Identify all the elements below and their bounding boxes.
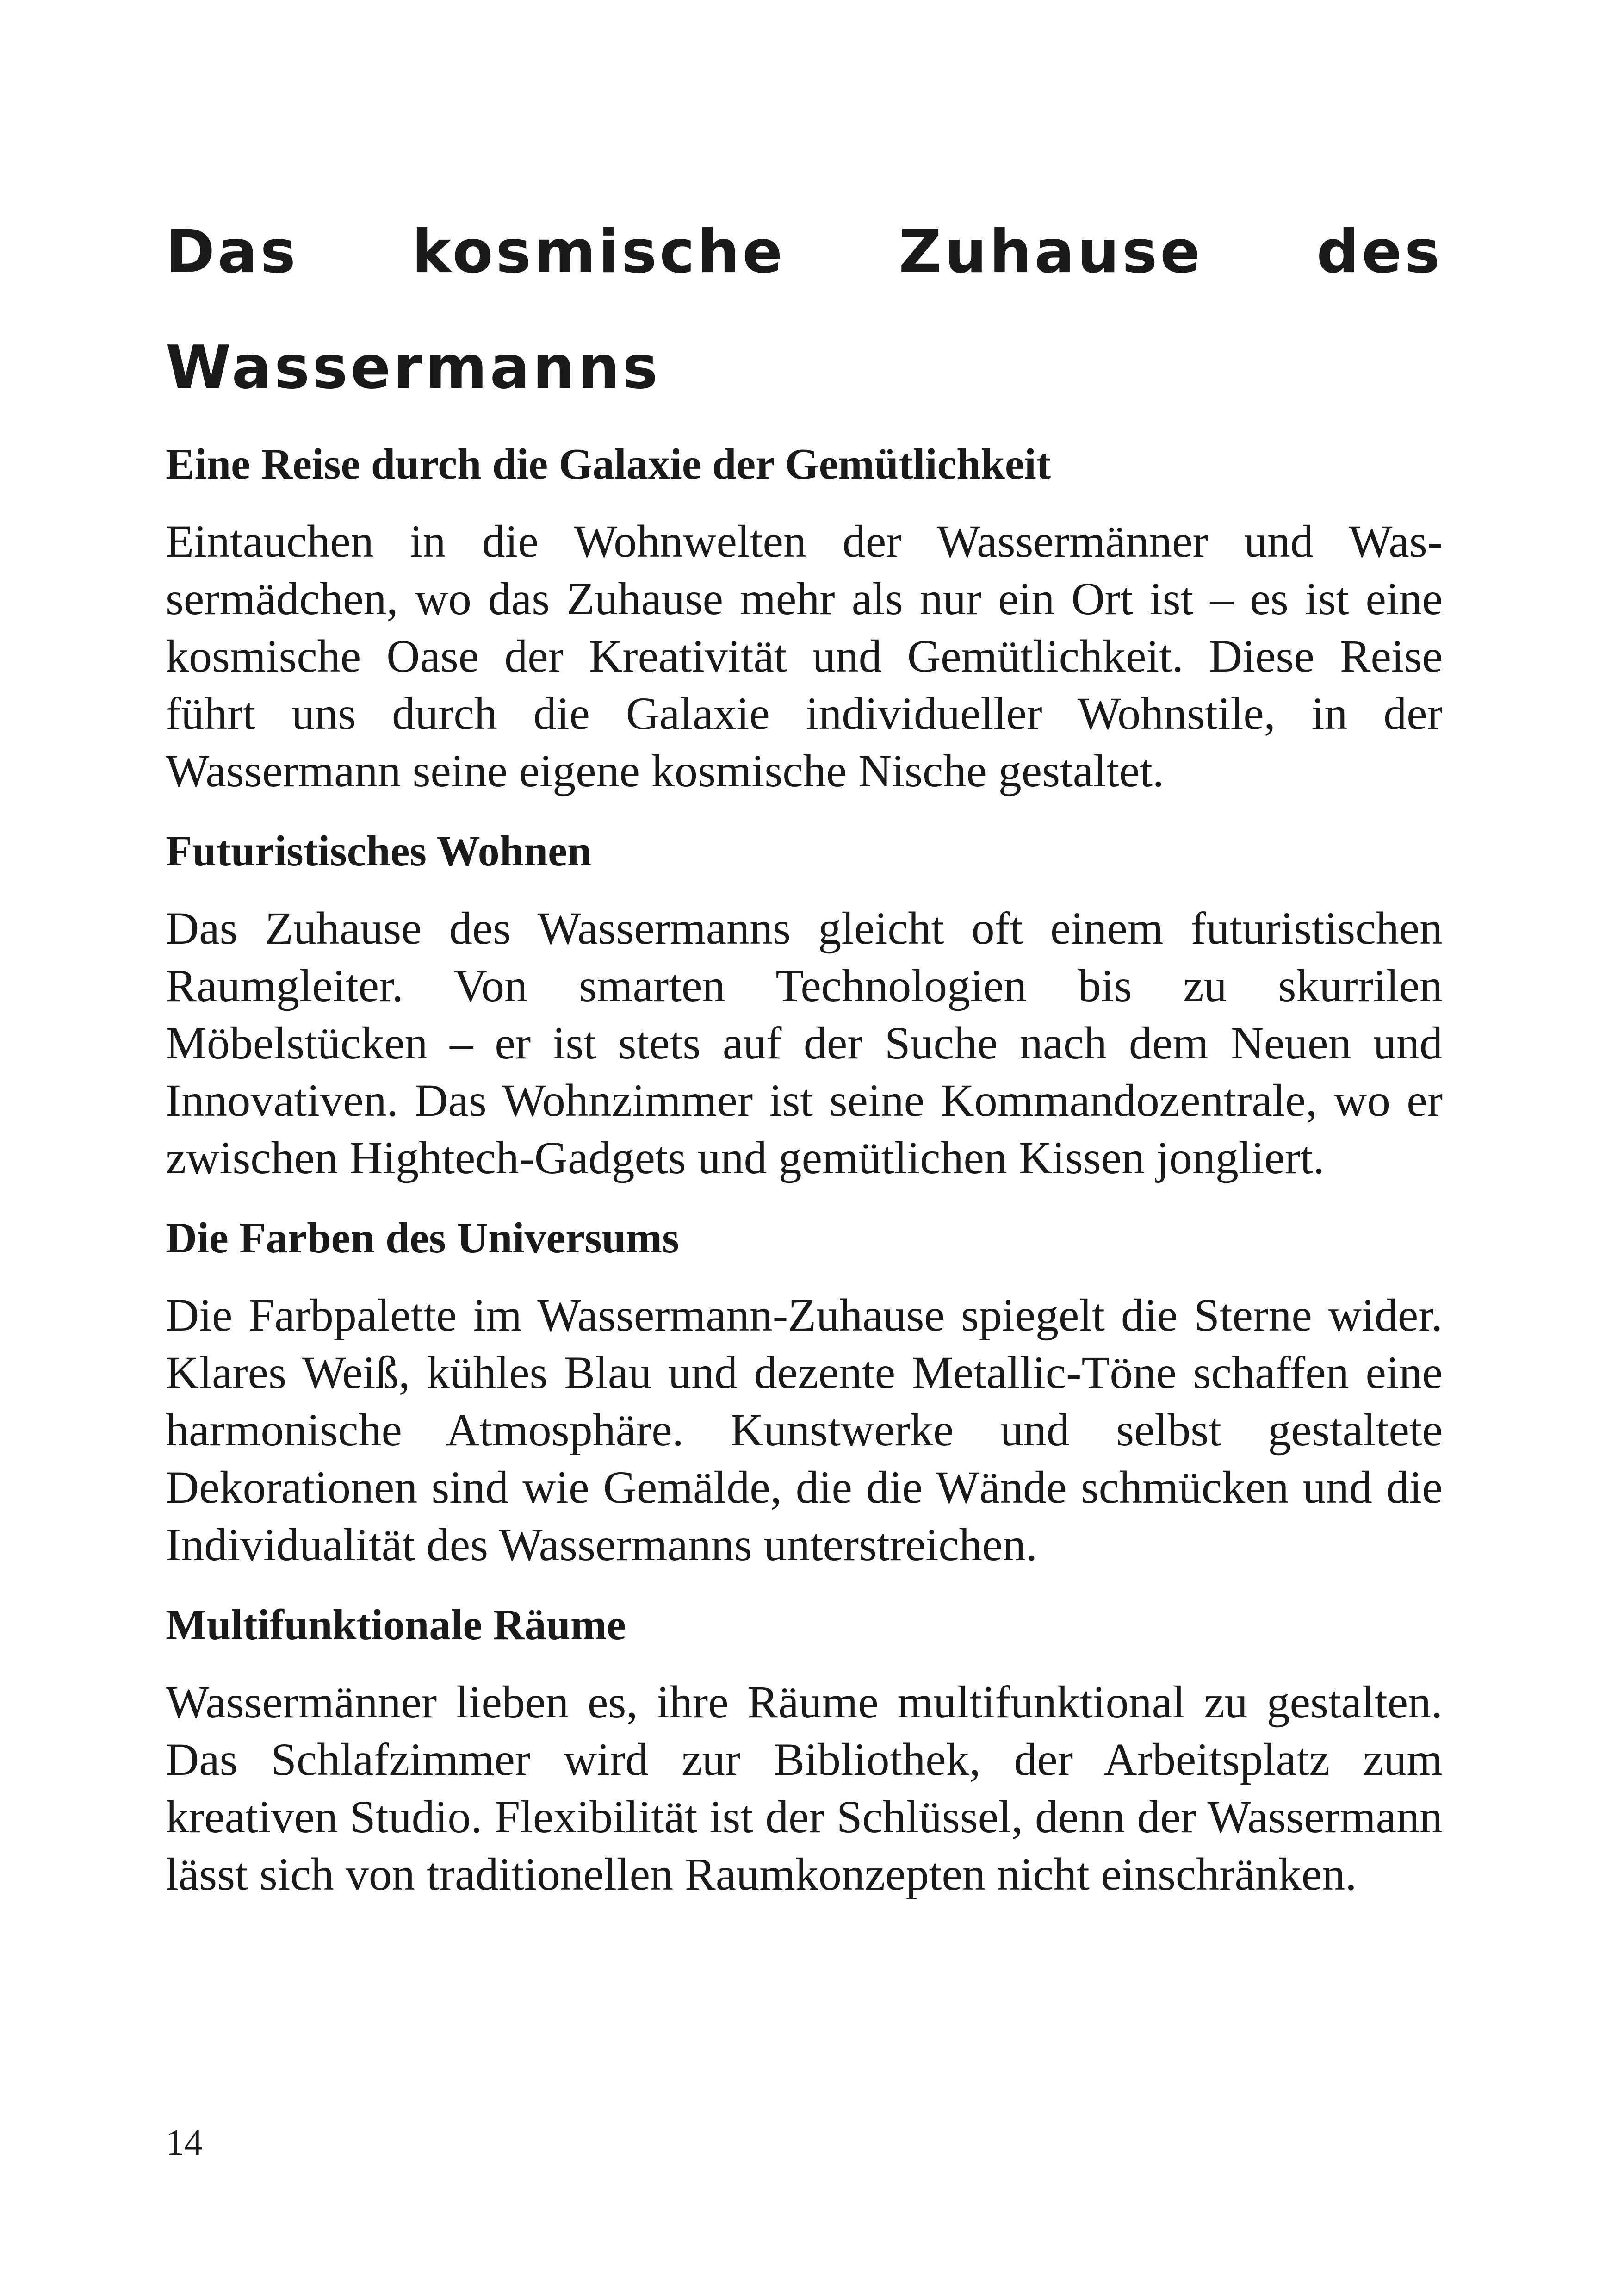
book-page xyxy=(166,194,1443,1926)
page-number: 14 xyxy=(166,2122,203,2163)
section-paragraph: Eintauchen in die Wohnwelten der Wassermänner und Wassermädchen, wo das Zuhause mehr als nur ein Ort ist – es ist eine kosmische Oase der Kreativität und Gemütlichkeit. Diese Reise führt uns durch die Galaxie individueller Wohnstile, in der Wassermann seine eigene kosmische Nische gestaltet. xyxy=(166,516,1443,796)
chapter-title: Das kosmische Zuhause des Wassermanns xyxy=(166,218,1443,402)
section-multifunktionale-raeume xyxy=(166,1597,1443,1903)
section-heading: Multifunktionale Räume xyxy=(166,1601,626,1649)
section-paragraph: Wassermänner lieben es, ihre Räume multifunktional zu gestalten. Das Schlafzimmer wird zur Bibliothek, der Arbeitsplatz zum kreativen Studio. Flexibilität ist der Schlüssel, denn der Wassermann lässt sich von traditionellen Raumkonzepten nicht einschränken. xyxy=(166,1676,1443,1900)
section-farben-des-universums xyxy=(166,1210,1443,1574)
section-futuristisches-wohnen xyxy=(166,823,1443,1187)
section-heading: Eine Reise durch die Galaxie der Gemütlichkeit xyxy=(166,440,1051,488)
section-reise xyxy=(166,436,1443,800)
section-paragraph: Die Farbpalette im Wassermann-Zuhause spiegelt die Sterne wider. Klares Weiß, kühles Blau und dezente Metallic-Töne schaffen eine harmonische Atmosphäre. Kunstwerke und selbst gestaltete Dekorationen sind wie Gemälde, die die Wände schmücken und die Individualität des Wassermanns unterstreichen. xyxy=(166,1289,1443,1570)
section-heading: Die Farben des Universums xyxy=(166,1214,679,1262)
section-paragraph: Das Zuhause des Wassermanns gleicht oft einem futuristischen Raumgleiter. Von smarten Technologien bis zu skurrilen Möbelstücken – er ist stets auf der Suche nach dem Neuen und Innovativen. Das Wohnzimmer ist seine Kommandozentrale, wo er zwischen Hightech-Gadgets und gemütlichen Kissen jongliert. xyxy=(166,902,1443,1183)
section-heading: Futuristisches Wohnen xyxy=(166,827,592,875)
